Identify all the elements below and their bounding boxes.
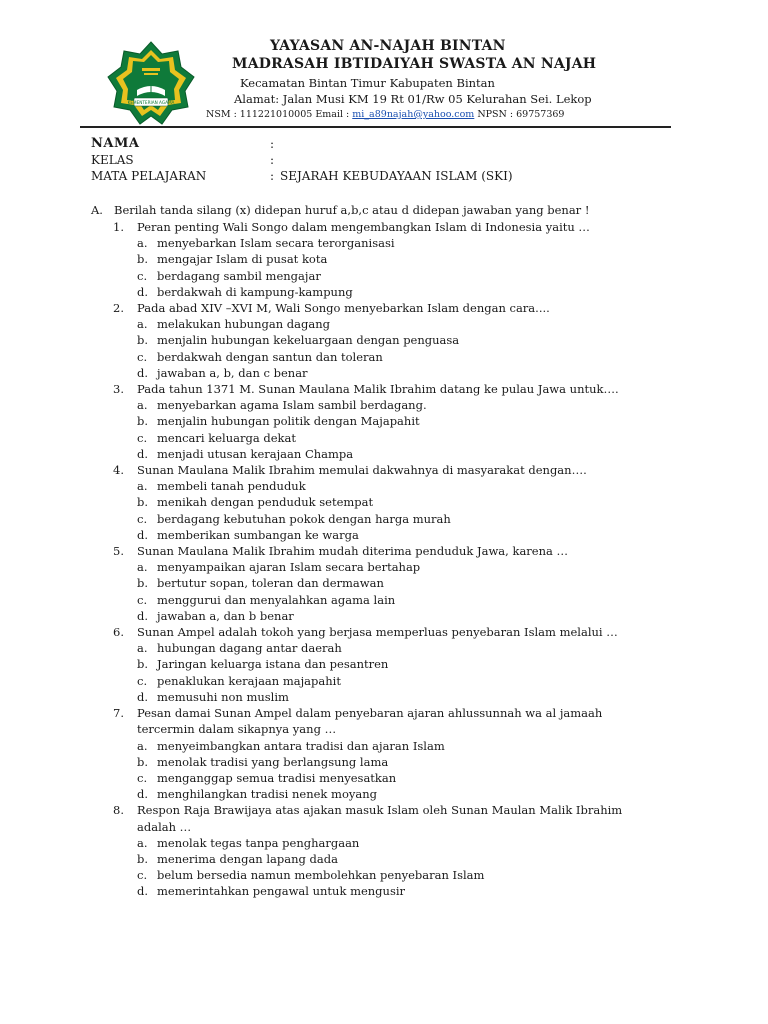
- email-link[interactable]: mi_a89najah@yahoo.com: [352, 109, 475, 120]
- school-name: MADRASAH IBTIDAIYAH SWASTA AN NAJAH: [232, 56, 597, 72]
- kemenag-logo: [106, 40, 196, 128]
- option-letter: a.: [137, 738, 148, 753]
- option-b[interactable]: [113, 413, 673, 429]
- option-letter: d.: [137, 884, 149, 899]
- question-number: 5.: [113, 544, 124, 559]
- header-divider: [80, 126, 671, 128]
- option-c[interactable]: [113, 673, 673, 689]
- option-text: menjalin hubungan kekeluargaan dengan penguasa: [157, 333, 460, 348]
- question-1: [113, 219, 673, 300]
- option-a[interactable]: [113, 316, 673, 332]
- option-d[interactable]: [113, 284, 673, 300]
- option-a[interactable]: [113, 235, 673, 251]
- question-number: 1.: [113, 220, 124, 234]
- option-text: menyeimbangkan antara tradisi dan ajaran Islam: [157, 738, 445, 753]
- option-letter: b.: [137, 657, 149, 672]
- option-text: memberikan sumbangan ke warga: [157, 527, 359, 542]
- option-letter: a.: [137, 641, 148, 656]
- option-letter: c.: [137, 268, 148, 283]
- option-c[interactable]: [113, 268, 673, 284]
- option-letter: b.: [137, 414, 149, 429]
- option-d[interactable]: [113, 689, 673, 705]
- option-d[interactable]: [113, 527, 673, 543]
- option-b[interactable]: [113, 656, 673, 672]
- logo-caption: KEMENTERIAN AGAMA: [127, 100, 175, 105]
- question-7: [113, 705, 673, 802]
- question-3: [113, 381, 673, 462]
- option-text: belum bersedia namun membolehkan penyebaran Islam: [157, 868, 485, 883]
- option-text: membeli tanah penduduk: [157, 479, 306, 494]
- option-letter: a.: [137, 317, 148, 332]
- question-text: Respon Raja Brawijaya atas ajakan masuk Islam oleh Sunan Maulan Malik Ibrahim: [137, 803, 623, 818]
- question-text: Pada abad XIV –XVI M, Wali Songo menyebarkan Islam dengan cara....: [137, 301, 550, 316]
- option-letter: b.: [137, 252, 149, 267]
- question-text: Peran penting Wali Songo dalam mengembangkan Islam di Indonesia yaitu …: [137, 220, 590, 234]
- instruction-text: Berilah tanda silang (x) didepan huruf a,b,c atau d didepan jawaban yang benar !: [114, 203, 590, 217]
- option-text: menganggap semua tradisi menyesatkan: [157, 770, 397, 785]
- option-letter: c.: [137, 349, 148, 364]
- question-number: 7.: [113, 706, 124, 721]
- option-letter: b.: [137, 333, 149, 348]
- question-text-cont: tercermin dalam sikapnya yang …: [137, 722, 337, 737]
- option-text: jawaban a, b, dan c benar: [157, 365, 308, 380]
- option-d[interactable]: [113, 446, 673, 462]
- option-b[interactable]: [113, 251, 673, 267]
- option-text: menikah dengan penduduk setempat: [157, 495, 374, 510]
- option-text: berdagang sambil mengajar: [157, 268, 321, 283]
- option-letter: d.: [137, 365, 149, 380]
- option-text: hubungan dagang antar daerah: [157, 641, 342, 656]
- question-text: Pesan damai Sunan Ampel dalam penyebaran ajaran ahlussunnah wa al jamaah: [137, 706, 603, 721]
- question-4: [113, 462, 673, 543]
- field-colon: :: [270, 169, 275, 183]
- option-letter: c.: [137, 511, 148, 526]
- option-letter: d.: [137, 527, 149, 542]
- option-d[interactable]: [113, 883, 673, 899]
- nsm-text: NSM : 111221010005 Email :: [206, 109, 353, 120]
- option-letter: c.: [137, 673, 148, 688]
- option-text: menghilangkan tradisi nenek moyang: [157, 787, 377, 802]
- option-letter: a.: [137, 236, 148, 251]
- field-colon: :: [270, 137, 275, 151]
- option-d[interactable]: [113, 365, 673, 381]
- option-text: mengajar Islam di pusat kota: [157, 252, 328, 267]
- field-label: NAMA: [91, 136, 140, 151]
- option-text: jawaban a, dan b benar: [157, 608, 294, 623]
- question-number: 2.: [113, 301, 124, 316]
- option-letter: d.: [137, 689, 149, 704]
- question-text: Sunan Ampel adalah tokoh yang berjasa memperluas penyebaran Islam melalui …: [137, 625, 618, 640]
- question-number: 3.: [113, 382, 124, 397]
- field-colon: :: [270, 153, 275, 167]
- option-text: menerima dengan lapang dada: [157, 851, 338, 866]
- option-d[interactable]: [113, 608, 673, 624]
- option-c[interactable]: [113, 867, 673, 883]
- field-label: MATA PELAJARAN: [91, 169, 207, 183]
- option-b[interactable]: [113, 494, 673, 510]
- question-text-cont: adalah …: [137, 819, 192, 834]
- option-c[interactable]: [113, 770, 673, 786]
- question-number: 6.: [113, 625, 124, 640]
- option-text: berdagang kebutuhan pokok dengan harga murah: [157, 511, 451, 526]
- option-letter: a.: [137, 479, 148, 494]
- option-text: menolak tegas tanpa penghargaan: [157, 835, 360, 850]
- option-letter: a.: [137, 835, 148, 850]
- question-8: [113, 802, 673, 899]
- option-text: Jaringan keluarga istana dan pesantren: [157, 657, 389, 672]
- option-a[interactable]: [113, 738, 673, 754]
- option-letter: d.: [137, 608, 149, 623]
- option-c[interactable]: [113, 592, 673, 608]
- option-letter: d.: [137, 284, 149, 299]
- option-a[interactable]: [113, 835, 673, 851]
- npsn-text: NPSN : 69757369: [474, 109, 565, 120]
- option-text: memerintahkan pengawal untuk mengusir: [157, 884, 406, 899]
- option-text: bertutur sopan, toleran dan dermawan: [157, 576, 384, 591]
- option-text: melakukan hubungan dagang: [157, 317, 330, 332]
- option-text: menolak tradisi yang berlangsung lama: [157, 754, 389, 769]
- option-b[interactable]: [113, 754, 673, 770]
- option-letter: a.: [137, 560, 148, 575]
- option-text: penaklukan kerajaan majapahit: [157, 673, 341, 688]
- option-letter: b.: [137, 851, 149, 866]
- option-a[interactable]: [113, 397, 673, 413]
- question-5: [113, 543, 673, 624]
- foundation-name: YAYASAN AN-NAJAH BINTAN: [270, 38, 506, 54]
- option-b[interactable]: [113, 851, 673, 867]
- option-text: berdakwah di kampung-kampung: [157, 284, 353, 299]
- option-letter: c.: [137, 430, 148, 445]
- question-number: 4.: [113, 463, 124, 478]
- option-text: berdakwah dengan santun dan toleran: [157, 349, 383, 364]
- option-b[interactable]: [113, 575, 673, 591]
- question-6: [113, 624, 673, 705]
- option-text: menjalin hubungan politik dengan Majapahit: [157, 414, 420, 429]
- option-c[interactable]: [113, 430, 673, 446]
- question-2: [113, 300, 673, 381]
- school-district: Kecamatan Bintan Timur Kabupaten Bintan: [240, 76, 495, 90]
- option-letter: d.: [137, 446, 149, 461]
- option-text: menjadi utusan kerajaan Champa: [157, 446, 354, 461]
- question-list: [113, 219, 673, 900]
- option-letter: b.: [137, 754, 149, 769]
- option-letter: c.: [137, 770, 148, 785]
- question-number: 8.: [113, 803, 124, 818]
- question-text: Sunan Maulana Malik Ibrahim memulai dakwahnya di masyarakat dengan….: [137, 463, 587, 478]
- option-text: mencari keluarga dekat: [157, 430, 296, 445]
- option-text: menyebarkan Islam secara terorganisasi: [157, 236, 395, 251]
- field-label: KELAS: [91, 153, 134, 167]
- field-value: SEJARAH KEBUDAYAAN ISLAM (SKI): [280, 169, 513, 183]
- option-text: menyebarkan agama Islam sambil berdagang.: [157, 398, 427, 413]
- option-a[interactable]: [113, 559, 673, 575]
- option-a[interactable]: [113, 478, 673, 494]
- option-letter: a.: [137, 398, 148, 413]
- option-letter: b.: [137, 576, 149, 591]
- option-d[interactable]: [113, 786, 673, 802]
- option-letter: b.: [137, 495, 149, 510]
- question-text: Sunan Maulana Malik Ibrahim mudah diterima penduduk Jawa, karena …: [137, 544, 569, 559]
- option-text: memusuhi non muslim: [157, 689, 289, 704]
- option-c[interactable]: [113, 349, 673, 365]
- option-letter: c.: [137, 592, 148, 607]
- question-text: Pada tahun 1371 M. Sunan Maulana Malik Ibrahim datang ke pulau Jawa untuk….: [137, 382, 619, 397]
- option-text: menggurui dan menyalahkan agama lain: [157, 592, 396, 607]
- school-ids-line: [206, 109, 564, 120]
- option-a[interactable]: [113, 640, 673, 656]
- option-letter: d.: [137, 787, 149, 802]
- option-letter: c.: [137, 868, 148, 883]
- section-letter: A.: [91, 203, 103, 217]
- school-address: Alamat: Jalan Musi KM 19 Rt 01/Rw 05 Kelurahan Sei. Lekop: [234, 92, 592, 106]
- option-c[interactable]: [113, 511, 673, 527]
- option-text: menyampaikan ajaran Islam secara bertahap: [157, 560, 421, 575]
- option-b[interactable]: [113, 332, 673, 348]
